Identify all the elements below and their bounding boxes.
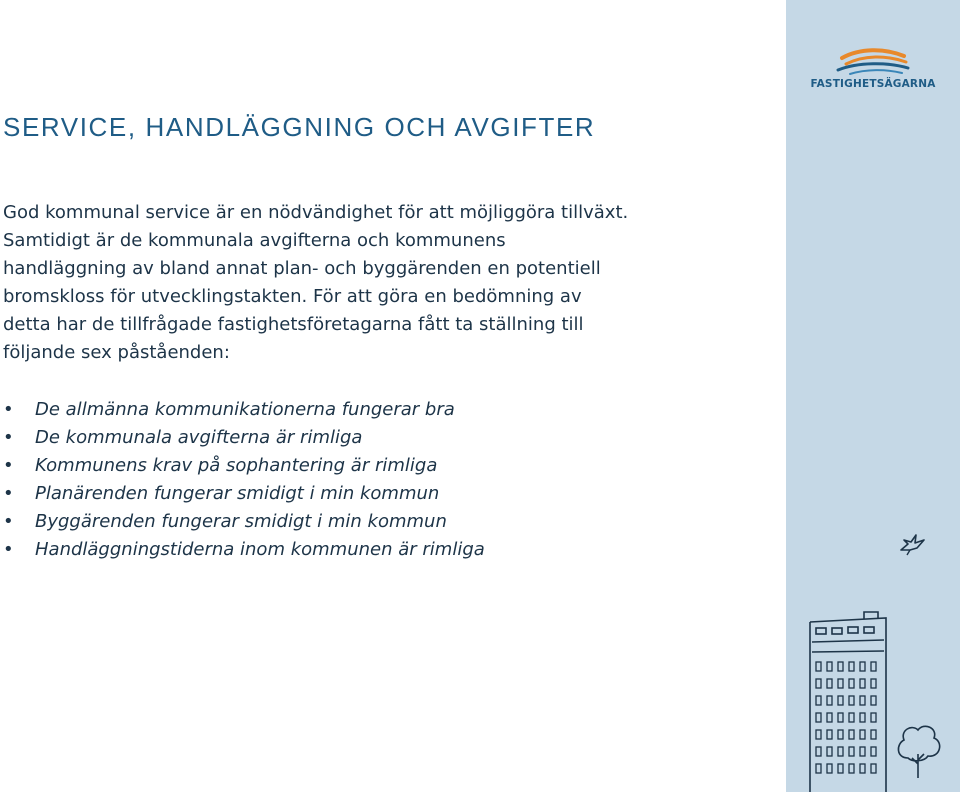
building-window <box>816 764 821 773</box>
building-window <box>871 764 876 773</box>
building-window <box>816 662 821 671</box>
building-window <box>816 696 821 705</box>
sidebar-panel <box>786 0 960 792</box>
building-window <box>816 679 821 688</box>
building-window <box>849 679 854 688</box>
list-item: • Kommunens krav på sophantering är rimliga <box>3 452 485 480</box>
building-window <box>849 747 854 756</box>
building-window <box>838 747 843 756</box>
building-window <box>827 730 832 739</box>
intro-paragraph <box>3 199 703 367</box>
intro-line: detta har de tillfrågade fastighetsföretagarna fått ta ställning till <box>3 314 584 335</box>
building-window <box>849 730 854 739</box>
logo <box>808 44 938 94</box>
building-window <box>838 679 843 688</box>
building-window <box>860 713 865 722</box>
intro-line: bromskloss för utvecklingstakten. För att göra en bedömning av <box>3 286 582 307</box>
building-window <box>849 662 854 671</box>
building-window <box>860 747 865 756</box>
building-window <box>871 713 876 722</box>
building-window <box>827 679 832 688</box>
building-window <box>871 696 876 705</box>
waves-logo-icon <box>808 44 938 78</box>
building-window <box>838 730 843 739</box>
building-window <box>871 679 876 688</box>
building-window <box>827 747 832 756</box>
building-window <box>871 662 876 671</box>
logo-text: FASTIGHETSÄGARNA <box>810 78 936 90</box>
intro-line: följande sex påståenden: <box>3 342 230 363</box>
building-window <box>860 730 865 739</box>
intro-line: God kommunal service är en nödvändighet för att möjliggöra tillväxt. <box>3 202 629 223</box>
building-window <box>871 747 876 756</box>
building-window <box>827 696 832 705</box>
building-window <box>860 764 865 773</box>
list-item: • De kommunala avgifterna är rimliga <box>3 424 485 452</box>
list-item: • Planärenden fungerar smidigt i min kommun <box>3 480 485 508</box>
building-window <box>860 679 865 688</box>
building-window <box>860 662 865 671</box>
building-window <box>827 713 832 722</box>
building-window <box>816 713 821 722</box>
building-window <box>849 713 854 722</box>
page-title: SERVICE, HANDLÄGGNING OCH AVGIFTER <box>3 112 596 142</box>
building-window <box>871 730 876 739</box>
list-item: • Handläggningstiderna inom kommunen är rimliga <box>3 536 485 564</box>
building-window <box>849 696 854 705</box>
intro-line: Samtidigt är de kommunala avgifterna och kommunens <box>3 230 506 251</box>
building-window <box>816 730 821 739</box>
intro-line: handläggning av bland annat plan- och byggärenden en potentiell <box>3 258 601 279</box>
list-item: • De allmänna kommunikationerna fungerar bra <box>3 396 485 424</box>
tree-icon <box>898 726 939 778</box>
building-window <box>838 662 843 671</box>
building-window <box>860 696 865 705</box>
list-item: • Byggärenden fungerar smidigt i min kommun <box>3 508 485 536</box>
building-window <box>827 764 832 773</box>
building-window <box>838 764 843 773</box>
building-window <box>838 696 843 705</box>
building-window <box>849 764 854 773</box>
statement-list <box>3 396 485 564</box>
building-illustration-icon <box>804 608 944 792</box>
building-window <box>838 713 843 722</box>
bird-icon <box>898 530 928 560</box>
building-window <box>816 747 821 756</box>
building-window <box>827 662 832 671</box>
